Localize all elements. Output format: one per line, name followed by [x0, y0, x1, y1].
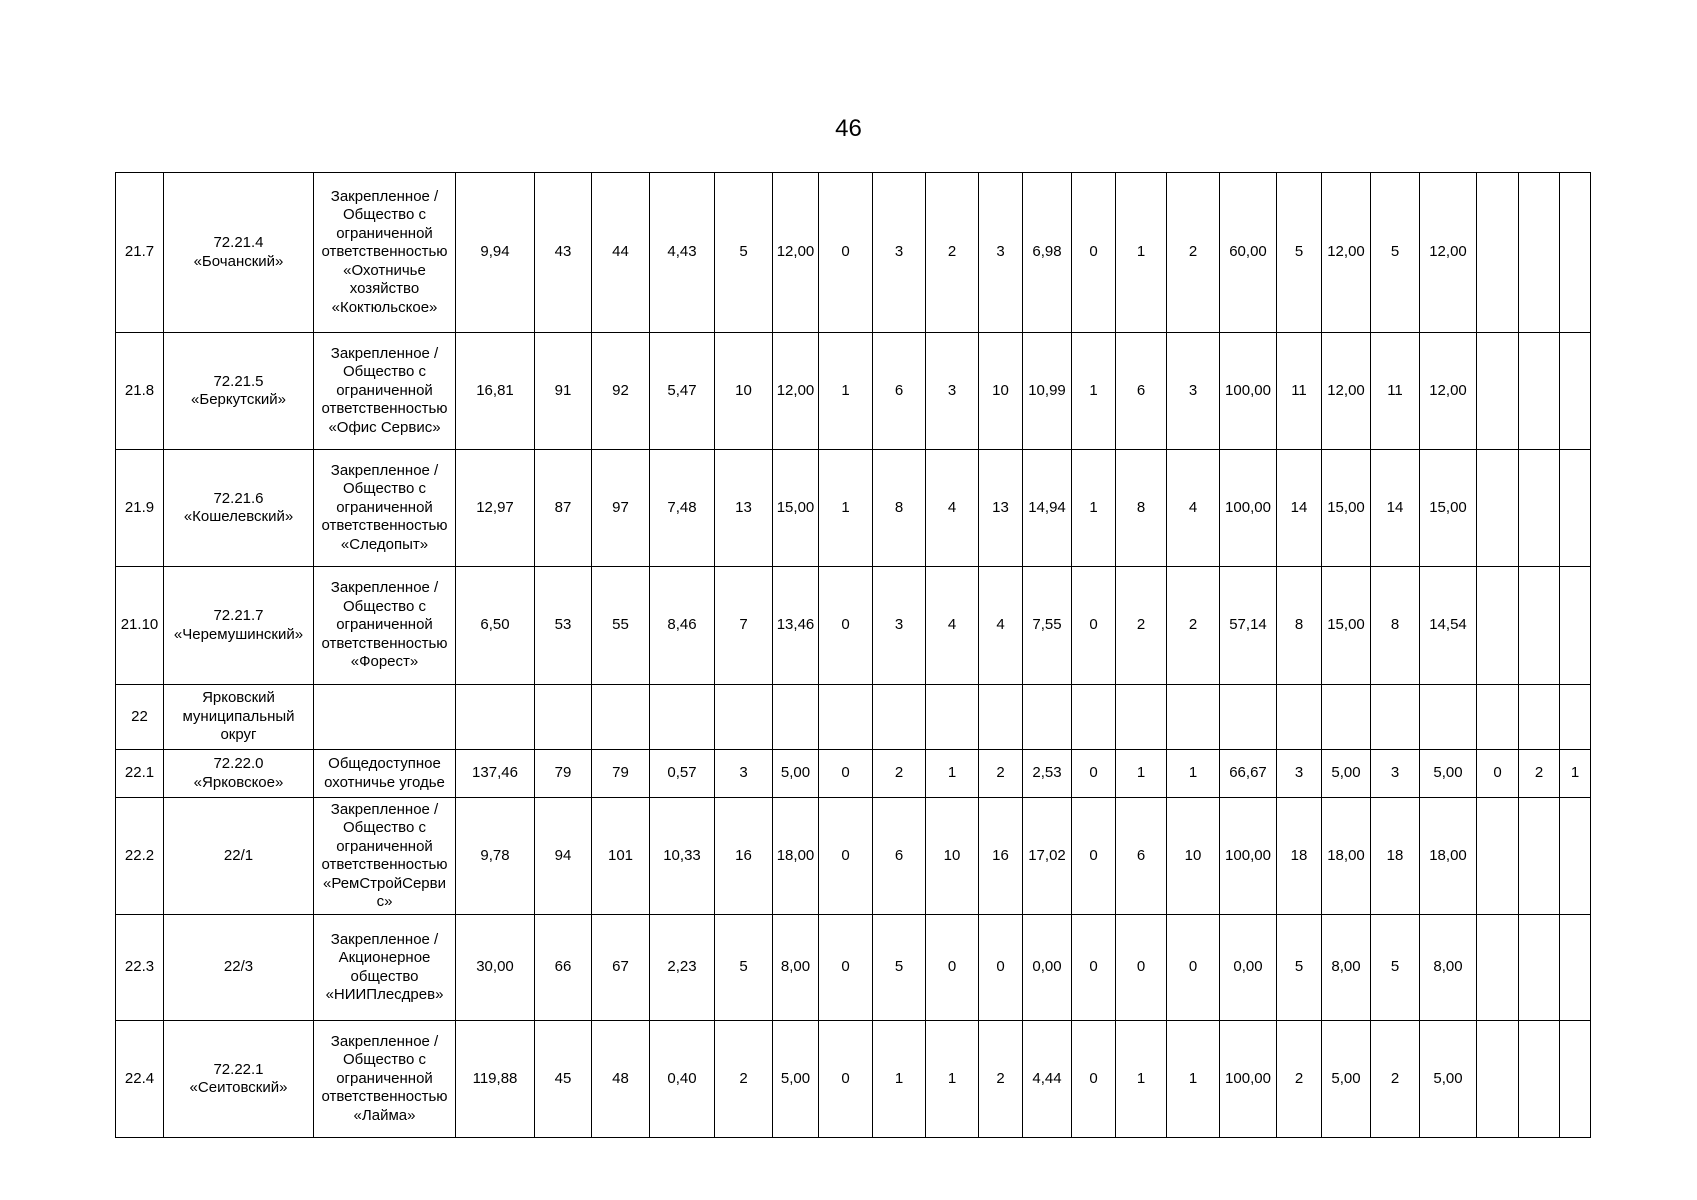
ground-name-cell: 72.21.4 «Бочанский»: [164, 173, 314, 333]
value-cell: 18: [1371, 798, 1420, 915]
value-cell: 30,00: [456, 915, 535, 1021]
value-cell: [926, 685, 979, 750]
value-cell: 5,00: [1322, 1021, 1371, 1138]
value-cell: [1560, 1021, 1591, 1138]
value-cell: 67: [592, 915, 650, 1021]
value-cell: 12,00: [773, 173, 819, 333]
row-number-cell: 22.1: [116, 750, 164, 798]
value-cell: 1: [1167, 750, 1220, 798]
value-cell: 45: [535, 1021, 592, 1138]
value-cell: 10,33: [650, 798, 715, 915]
page-number: 46: [835, 115, 862, 142]
value-cell: 8,00: [773, 915, 819, 1021]
value-cell: 18,00: [1322, 798, 1371, 915]
value-cell: 7,55: [1023, 567, 1072, 685]
ground-name-cell: 22/1: [164, 798, 314, 915]
value-cell: [1371, 685, 1420, 750]
row-number-cell: 21.9: [116, 450, 164, 567]
table-row: [116, 915, 1591, 1021]
table-row: [116, 750, 1591, 798]
value-cell: 0: [1072, 567, 1116, 685]
value-cell: 5: [1277, 915, 1322, 1021]
value-cell: 15,00: [1322, 450, 1371, 567]
value-cell: [1477, 567, 1519, 685]
row-number-cell: 21.10: [116, 567, 164, 685]
value-cell: 5,00: [773, 1021, 819, 1138]
table-row: [116, 450, 1591, 567]
value-cell: [1560, 333, 1591, 450]
value-cell: 0,40: [650, 1021, 715, 1138]
row-number-cell: 21.7: [116, 173, 164, 333]
value-cell: [1477, 798, 1519, 915]
value-cell: 8: [1116, 450, 1167, 567]
value-cell: 4: [926, 450, 979, 567]
value-cell: 3: [1167, 333, 1220, 450]
value-cell: 1: [1116, 1021, 1167, 1138]
value-cell: 2: [979, 750, 1023, 798]
value-cell: 137,46: [456, 750, 535, 798]
value-cell: 43: [535, 173, 592, 333]
value-cell: 11: [1371, 333, 1420, 450]
value-cell: 6: [1116, 333, 1167, 450]
value-cell: 91: [535, 333, 592, 450]
value-cell: [1519, 450, 1560, 567]
value-cell: 0,57: [650, 750, 715, 798]
value-cell: 4,44: [1023, 1021, 1072, 1138]
value-cell: 5: [715, 173, 773, 333]
ground-category-cell: [314, 685, 456, 750]
value-cell: 12,00: [1322, 333, 1371, 450]
value-cell: [1023, 685, 1072, 750]
value-cell: 48: [592, 1021, 650, 1138]
value-cell: 7,48: [650, 450, 715, 567]
value-cell: [1519, 1021, 1560, 1138]
value-cell: 9,78: [456, 798, 535, 915]
ground-category-cell: Закрепленное / Общество с ограниченной ответственностью «Форест»: [314, 567, 456, 685]
value-cell: 14: [1277, 450, 1322, 567]
value-cell: 3: [873, 173, 926, 333]
value-cell: 0: [819, 173, 873, 333]
value-cell: 18: [1277, 798, 1322, 915]
value-cell: [535, 685, 592, 750]
value-cell: 6,50: [456, 567, 535, 685]
value-cell: [1560, 915, 1591, 1021]
value-cell: 0: [1072, 750, 1116, 798]
value-cell: 1: [1116, 173, 1167, 333]
value-cell: [1477, 1021, 1519, 1138]
value-cell: 10: [979, 333, 1023, 450]
value-cell: [1167, 685, 1220, 750]
value-cell: 4: [979, 567, 1023, 685]
value-cell: 3: [926, 333, 979, 450]
value-cell: 6: [873, 798, 926, 915]
value-cell: 5: [1371, 915, 1420, 1021]
value-cell: 2,53: [1023, 750, 1072, 798]
value-cell: [1560, 567, 1591, 685]
value-cell: 5,00: [1420, 750, 1477, 798]
value-cell: 0: [979, 915, 1023, 1021]
value-cell: 0: [1072, 915, 1116, 1021]
value-cell: 10: [715, 333, 773, 450]
value-cell: 57,14: [1220, 567, 1277, 685]
value-cell: 79: [592, 750, 650, 798]
value-cell: 1: [873, 1021, 926, 1138]
value-cell: [979, 685, 1023, 750]
ground-category-cell: Общедоступное охотничье угодье: [314, 750, 456, 798]
value-cell: 3: [715, 750, 773, 798]
table-row: [116, 173, 1591, 333]
ground-name-cell: 72.21.5 «Беркутский»: [164, 333, 314, 450]
value-cell: 14,94: [1023, 450, 1072, 567]
value-cell: 100,00: [1220, 1021, 1277, 1138]
value-cell: 16,81: [456, 333, 535, 450]
value-cell: 1: [819, 450, 873, 567]
value-cell: 18,00: [1420, 798, 1477, 915]
value-cell: 0: [926, 915, 979, 1021]
value-cell: 0: [1167, 915, 1220, 1021]
value-cell: [1420, 685, 1477, 750]
value-cell: 13: [715, 450, 773, 567]
value-cell: 1: [926, 1021, 979, 1138]
value-cell: 97: [592, 450, 650, 567]
ground-name-cell: 72.21.7 «Черемушинский»: [164, 567, 314, 685]
value-cell: 17,02: [1023, 798, 1072, 915]
value-cell: 0: [1072, 1021, 1116, 1138]
value-cell: 0: [819, 798, 873, 915]
value-cell: 6,98: [1023, 173, 1072, 333]
value-cell: 7: [715, 567, 773, 685]
value-cell: 119,88: [456, 1021, 535, 1138]
value-cell: 0: [819, 567, 873, 685]
value-cell: [1519, 173, 1560, 333]
value-cell: [873, 685, 926, 750]
value-cell: [650, 685, 715, 750]
value-cell: 0: [1072, 173, 1116, 333]
value-cell: [1477, 450, 1519, 567]
value-cell: [1560, 173, 1591, 333]
value-cell: 6: [1116, 798, 1167, 915]
value-cell: 4,43: [650, 173, 715, 333]
value-cell: 8,00: [1322, 915, 1371, 1021]
value-cell: 12,00: [1420, 333, 1477, 450]
value-cell: [819, 685, 873, 750]
value-cell: 100,00: [1220, 798, 1277, 915]
value-cell: 10: [1167, 798, 1220, 915]
value-cell: [1072, 685, 1116, 750]
value-cell: 2: [715, 1021, 773, 1138]
ground-category-cell: Закрепленное / Общество с ограниченной ответственностью «РемСтройСерви с»: [314, 798, 456, 915]
value-cell: 94: [535, 798, 592, 915]
value-cell: 8,46: [650, 567, 715, 685]
value-cell: 100,00: [1220, 333, 1277, 450]
value-cell: 2: [1167, 173, 1220, 333]
value-cell: [773, 685, 819, 750]
value-cell: 2: [1371, 1021, 1420, 1138]
value-cell: 0: [1477, 750, 1519, 798]
value-cell: 92: [592, 333, 650, 450]
value-cell: 5,00: [1420, 1021, 1477, 1138]
value-cell: 2: [1167, 567, 1220, 685]
row-number-cell: 22: [116, 685, 164, 750]
value-cell: 55: [592, 567, 650, 685]
value-cell: [1519, 915, 1560, 1021]
value-cell: 5,47: [650, 333, 715, 450]
value-cell: 79: [535, 750, 592, 798]
value-cell: 2,23: [650, 915, 715, 1021]
value-cell: 0: [1072, 798, 1116, 915]
value-cell: [1116, 685, 1167, 750]
value-cell: [1477, 173, 1519, 333]
value-cell: 2: [1116, 567, 1167, 685]
value-cell: 2: [979, 1021, 1023, 1138]
value-cell: 8,00: [1420, 915, 1477, 1021]
value-cell: 101: [592, 798, 650, 915]
ground-category-cell: Закрепленное / Акционерное общество «НИИПлесдрев»: [314, 915, 456, 1021]
value-cell: 15,00: [1420, 450, 1477, 567]
ground-name-cell: 72.22.1 «Сеитовский»: [164, 1021, 314, 1138]
value-cell: [1277, 685, 1322, 750]
value-cell: 15,00: [773, 450, 819, 567]
value-cell: 12,00: [1420, 173, 1477, 333]
ground-category-cell: Закрепленное / Общество с ограниченной ответственностью «Офис Сервис»: [314, 333, 456, 450]
value-cell: 3: [873, 567, 926, 685]
table-row: [116, 567, 1591, 685]
value-cell: 1: [1560, 750, 1591, 798]
value-cell: 9,94: [456, 173, 535, 333]
value-cell: 1: [1167, 1021, 1220, 1138]
value-cell: 6: [873, 333, 926, 450]
value-cell: 2: [926, 173, 979, 333]
value-cell: 1: [1072, 450, 1116, 567]
value-cell: 11: [1277, 333, 1322, 450]
value-cell: 13: [979, 450, 1023, 567]
value-cell: 0: [1116, 915, 1167, 1021]
value-cell: 16: [715, 798, 773, 915]
value-cell: 13,46: [773, 567, 819, 685]
value-cell: 16: [979, 798, 1023, 915]
value-cell: 8: [873, 450, 926, 567]
value-cell: 8: [1371, 567, 1420, 685]
ground-name-cell: 22/3: [164, 915, 314, 1021]
value-cell: [1322, 685, 1371, 750]
value-cell: 5: [1371, 173, 1420, 333]
ground-category-cell: Закрепленное / Общество с ограниченной ответственностью «Лайма»: [314, 1021, 456, 1138]
value-cell: 3: [1371, 750, 1420, 798]
value-cell: [1477, 685, 1519, 750]
value-cell: [1560, 450, 1591, 567]
value-cell: 1: [819, 333, 873, 450]
value-cell: 2: [1519, 750, 1560, 798]
value-cell: 3: [1277, 750, 1322, 798]
value-cell: 60,00: [1220, 173, 1277, 333]
value-cell: 12,00: [773, 333, 819, 450]
value-cell: 3: [979, 173, 1023, 333]
value-cell: 1: [926, 750, 979, 798]
table-row: [116, 1021, 1591, 1138]
value-cell: 87: [535, 450, 592, 567]
value-cell: 66,67: [1220, 750, 1277, 798]
value-cell: [1519, 567, 1560, 685]
value-cell: 5: [873, 915, 926, 1021]
value-cell: 0,00: [1220, 915, 1277, 1021]
value-cell: [1220, 685, 1277, 750]
value-cell: [1519, 798, 1560, 915]
value-cell: 5: [1277, 173, 1322, 333]
value-cell: [1477, 915, 1519, 1021]
value-cell: 53: [535, 567, 592, 685]
value-cell: 0: [819, 750, 873, 798]
value-cell: 44: [592, 173, 650, 333]
value-cell: [1560, 685, 1591, 750]
value-cell: 66: [535, 915, 592, 1021]
value-cell: [715, 685, 773, 750]
value-cell: 2: [873, 750, 926, 798]
value-cell: 5,00: [773, 750, 819, 798]
hunting-grounds-table: [115, 172, 1591, 1138]
ground-category-cell: Закрепленное / Общество с ограниченной ответственностью «Охотничье хозяйство «Коктюльское»: [314, 173, 456, 333]
value-cell: 10: [926, 798, 979, 915]
ground-name-cell: Ярковский муниципальный округ: [164, 685, 314, 750]
value-cell: 10,99: [1023, 333, 1072, 450]
value-cell: 14: [1371, 450, 1420, 567]
value-cell: 4: [926, 567, 979, 685]
value-cell: 2: [1277, 1021, 1322, 1138]
value-cell: 0: [819, 915, 873, 1021]
table-row: [116, 685, 1591, 750]
value-cell: 15,00: [1322, 567, 1371, 685]
value-cell: 0,00: [1023, 915, 1072, 1021]
row-number-cell: 22.2: [116, 798, 164, 915]
row-number-cell: 22.4: [116, 1021, 164, 1138]
row-number-cell: 21.8: [116, 333, 164, 450]
value-cell: 0: [819, 1021, 873, 1138]
value-cell: 1: [1072, 333, 1116, 450]
value-cell: [1519, 685, 1560, 750]
row-number-cell: 22.3: [116, 915, 164, 1021]
ground-category-cell: Закрепленное / Общество с ограниченной ответственностью «Следопыт»: [314, 450, 456, 567]
value-cell: 5,00: [1322, 750, 1371, 798]
value-cell: [1477, 333, 1519, 450]
value-cell: 12,97: [456, 450, 535, 567]
value-cell: [1519, 333, 1560, 450]
value-cell: 100,00: [1220, 450, 1277, 567]
value-cell: 12,00: [1322, 173, 1371, 333]
table-row: [116, 333, 1591, 450]
value-cell: [1560, 798, 1591, 915]
value-cell: 8: [1277, 567, 1322, 685]
ground-name-cell: 72.22.0 «Ярковское»: [164, 750, 314, 798]
value-cell: 14,54: [1420, 567, 1477, 685]
value-cell: [456, 685, 535, 750]
value-cell: 4: [1167, 450, 1220, 567]
table-row: [116, 798, 1591, 915]
value-cell: 5: [715, 915, 773, 1021]
value-cell: 1: [1116, 750, 1167, 798]
value-cell: [592, 685, 650, 750]
ground-name-cell: 72.21.6 «Кошелевский»: [164, 450, 314, 567]
value-cell: 18,00: [773, 798, 819, 915]
